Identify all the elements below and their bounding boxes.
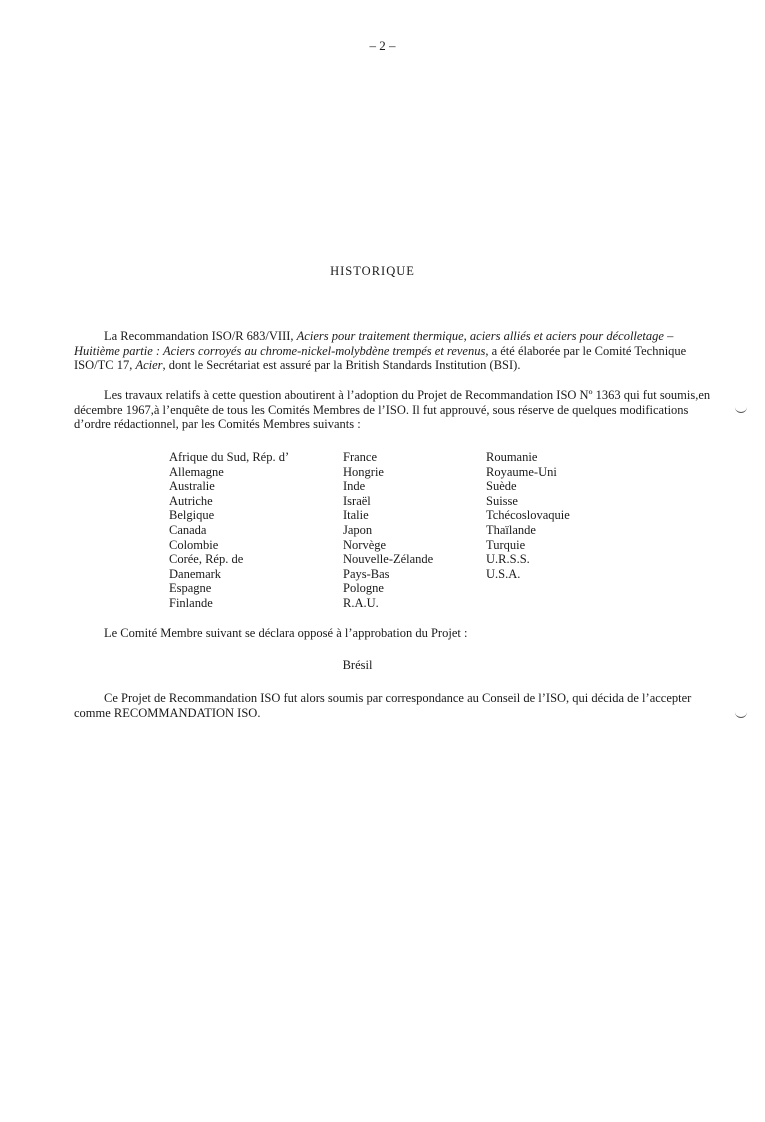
member-list-column-3 — [486, 450, 570, 581]
member-country: Corée, Rép. de — [169, 552, 244, 567]
member-country: Suède — [486, 479, 517, 494]
margin-mark — [735, 406, 747, 413]
member-country: Australie — [169, 479, 215, 494]
opposed-member: Brésil — [342, 658, 373, 672]
member-country: Norvège — [343, 537, 387, 552]
intro-text-2: , a été élaborée par le Comité Technique ISO/TC 17, — [74, 343, 687, 372]
member-country: Italie — [343, 508, 369, 523]
member-country: Pologne — [343, 581, 384, 596]
intro-text-3: , dont le Secrétariat est assuré par la British Standards Institution (BSI). — [162, 358, 521, 372]
member-country: Tchécoslovaquie — [486, 508, 570, 523]
member-country: Colombie — [169, 537, 219, 552]
conclusion-text: Ce Projet de Recommandation ISO fut alors soumis par correspondance au Conseil de l’ISO, qui décida de l’accepter comme RECOMMANDATION ISO. — [74, 691, 692, 720]
member-country: Finlande — [169, 595, 213, 610]
intro-text-1: La Recommandation ISO/R 683/VIII, — [104, 329, 297, 343]
member-country: Belgique — [169, 508, 215, 523]
member-country: Japon — [343, 522, 373, 537]
member-country: R.A.U. — [343, 595, 379, 610]
member-country: Canada — [169, 522, 207, 537]
member-country: U.R.S.S. — [486, 552, 530, 567]
member-country: France — [343, 450, 378, 464]
member-country: Afrique du Sud, Rép. d’ — [169, 450, 290, 464]
member-list-column-2 — [343, 450, 433, 611]
intro-acier-italic: Acier — [135, 358, 163, 372]
member-country: Thaïlande — [486, 522, 536, 537]
member-country: Turquie — [486, 537, 526, 552]
member-country: Autriche — [169, 493, 213, 508]
member-country: Pays-Bas — [343, 566, 390, 581]
paragraph-opposition — [74, 626, 714, 641]
paragraph-intro — [74, 329, 714, 373]
opposition-text: Le Comité Membre suivant se déclara opposé à l’approbation du Projet : — [104, 626, 468, 640]
member-country: Royaume-Uni — [486, 464, 557, 479]
intro-title-italic: Aciers pour traitement thermique, aciers alliés et aciers pour décolletage – Huitième partie : Aciers corroyés au chrome-nickel-molybdène trempés et revenus — [74, 329, 674, 358]
paragraph-approval — [74, 388, 714, 432]
member-country: Suisse — [486, 493, 518, 508]
margin-mark — [735, 711, 747, 718]
member-country: Espagne — [169, 581, 212, 596]
member-country: Roumanie — [486, 450, 538, 464]
section-heading: HISTORIQUE — [330, 264, 415, 278]
member-country: Hongrie — [343, 464, 384, 479]
member-list-column-1 — [169, 450, 289, 611]
member-country: Israël — [343, 493, 371, 508]
approval-text: Les travaux relatifs à cette question aboutirent à l’adoption du Projet de Recommandation ISO Nº 1363 qui fut soumis,en décembre 1967,à l’enquête de tous les Comités Membres de l’ISO. Il fut approuvé, sous réserve de quelques modifications d’ordre rédactionnel, par les Comités Membres suivants : — [74, 388, 711, 431]
page-number: – 2 – — [369, 38, 396, 53]
paragraph-conclusion — [74, 691, 714, 720]
member-country: Inde — [343, 479, 366, 494]
member-country: Allemagne — [169, 464, 224, 479]
member-country: Nouvelle-Zélande — [343, 552, 434, 567]
member-country: Danemark — [169, 566, 222, 581]
member-country: U.S.A. — [486, 566, 521, 581]
